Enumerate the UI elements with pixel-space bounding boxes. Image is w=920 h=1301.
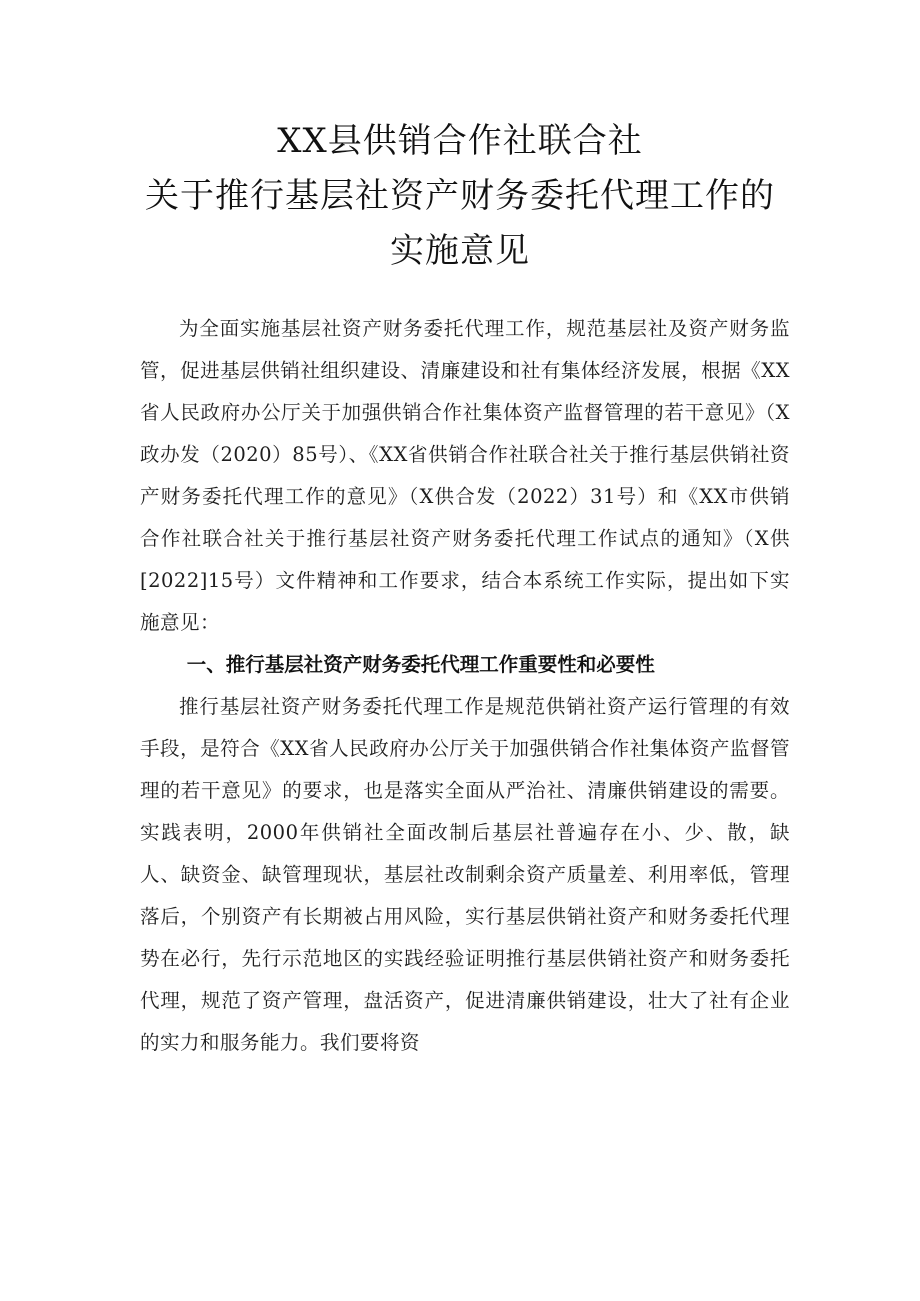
title-line-1: XX县供销合作社联合社 — [277, 121, 643, 161]
title-line-2: 关于推行基层社资产财务委托代理工作的 — [145, 176, 775, 216]
title-line-3: 实施意见 — [390, 231, 530, 271]
document-body — [140, 308, 790, 1064]
document-title — [100, 114, 820, 279]
intro-paragraph: 为全面实施基层社资产财务委托代理工作，规范基层社及资产财务监管，促进基层供销社组织建设、清廉建设和社有集体经济发展，根据《XX省人民政府办公厅关于加强供销合作社集体资产监督管理的若干意见》（X政办发（2020）85号）、《XX省供销合作社联合社关于推行基层供销社资产财务委托代理工作的意见》（X供合发（2022）31号）和《XX市供销合作社联合社关于推行基层社资产财务委托代理工作试点的通知》（X供[2022]15号）文件精神和工作要求，结合本系统工作实际，提出如下实施意见： — [140, 317, 790, 634]
section-paragraph-1: 推行基层社资产财务委托代理工作是规范供销社资产运行管理的有效手段，是符合《XX省人民政府办公厅关于加强供销合作社集体资产监督管理的若干意见》的要求，也是落实全面从严治社、清廉供销建设的需要。实践表明，2000年供销社全面改制后基层社普遍存在小、少、散，缺人、缺资金、缺管理现状，基层社改制剩余资产质量差、利用率低，管理落后，个别资产有长期被占用风险，实行基层供销社资产和财务委托代理势在必行，先行示范地区的实践经验证明推行基层供销社资产和财务委托代理，规范了资产管理，盘活资产，促进清廉供销建设，壮大了社有企业的实力和服务能力。我们要将资 — [140, 695, 790, 1054]
section-heading-1: 一、推行基层社资产财务委托代理工作重要性和必要性 — [186, 653, 655, 676]
